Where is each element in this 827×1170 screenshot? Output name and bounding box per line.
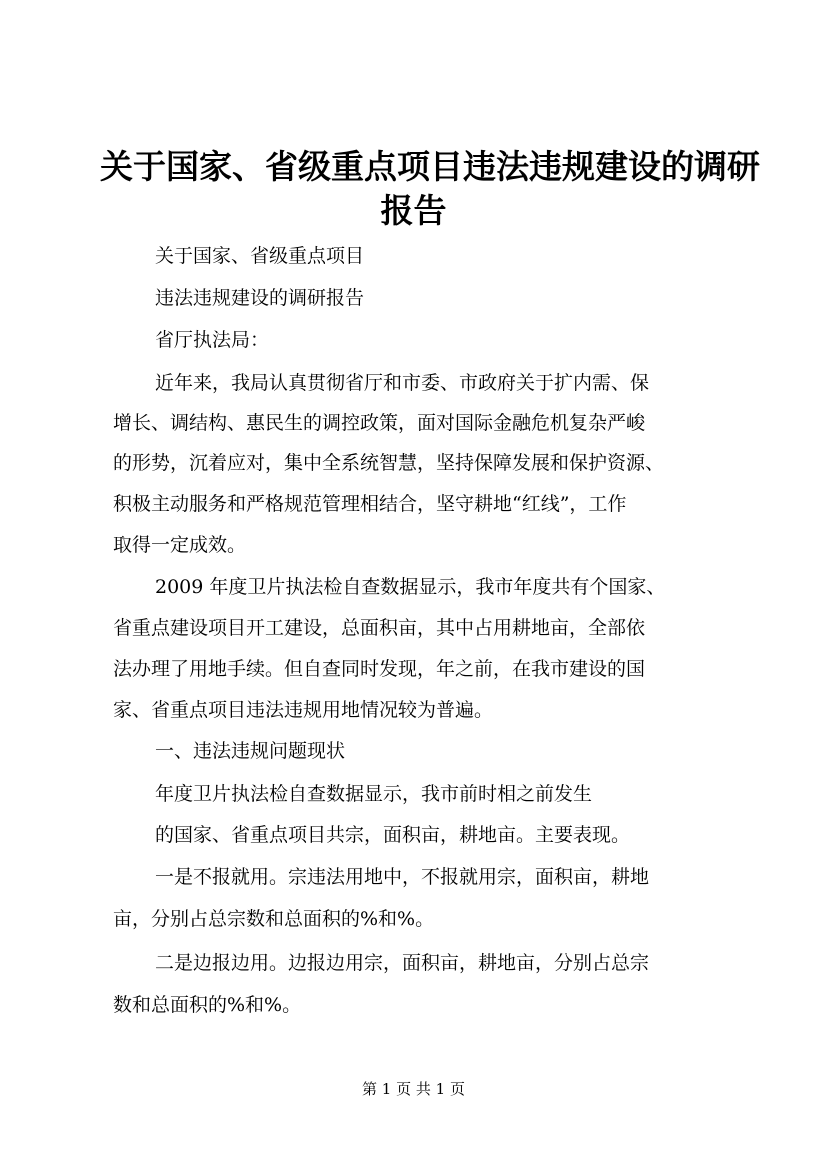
paragraph-line: 增长、调结构、惠民生的调控政策，面对国际金融危机复杂严峻 [113, 412, 646, 434]
paragraph-line: 亩，分别占总宗数和总面积的%和%。 [113, 908, 435, 930]
paragraph-line: 取得一定成效。 [113, 534, 247, 556]
paragraph-line: 二是边报边用。边报边用宗，面积亩，耕地亩，分别占总宗 [155, 952, 650, 974]
paragraph-line: 2009 年度卫片执法检自查数据显示，我市年度共有个国家、 [155, 576, 666, 598]
paragraph-line: 一是不报就用。宗违法用地中，不报就用宗，面积亩，耕地 [155, 866, 650, 888]
document-title-line-1: 关于国家、省级重点项目违法违规建设的调研 [100, 147, 760, 186]
paragraph-line: 积极主动服务和严格规范管理相结合，坚守耕地“红线”，工作 [113, 493, 627, 515]
paragraph-line: 年度卫片执法检自查数据显示，我市前时相之前发生 [155, 783, 593, 805]
paragraph-line: 数和总面积的%和%。 [113, 994, 302, 1016]
document-title-line-2: 报告 [380, 191, 447, 230]
paragraph-line: 省重点建设项目开工建设，总面积亩，其中占用耕地亩，全部依 [113, 617, 646, 639]
page-footer: 第 1 页 共 1 页 [362, 1080, 465, 1098]
paragraph-line: 的国家、省重点项目共宗，面积亩，耕地亩。主要表现。 [155, 824, 631, 846]
paragraph-line: 的形势，沉着应对，集中全系统智慧，坚持保障发展和保护资源、 [113, 452, 665, 474]
recipient-line: 省厅执法局： [155, 329, 270, 351]
section-heading: 一、违法违规问题现状 [155, 740, 346, 762]
subtitle-line-1: 关于国家、省级重点项目 [155, 245, 365, 267]
paragraph-line: 法办理了用地手续。但自查同时发现，年之前，在我市建设的国 [113, 658, 646, 680]
paragraph-line: 近年来，我局认真贯彻省厅和市委、市政府关于扩内需、保 [155, 372, 650, 394]
paragraph-line: 家、省重点项目违法违规用地情况较为普遍。 [113, 699, 494, 721]
subtitle-line-2: 违法违规建设的调研报告 [155, 287, 365, 309]
